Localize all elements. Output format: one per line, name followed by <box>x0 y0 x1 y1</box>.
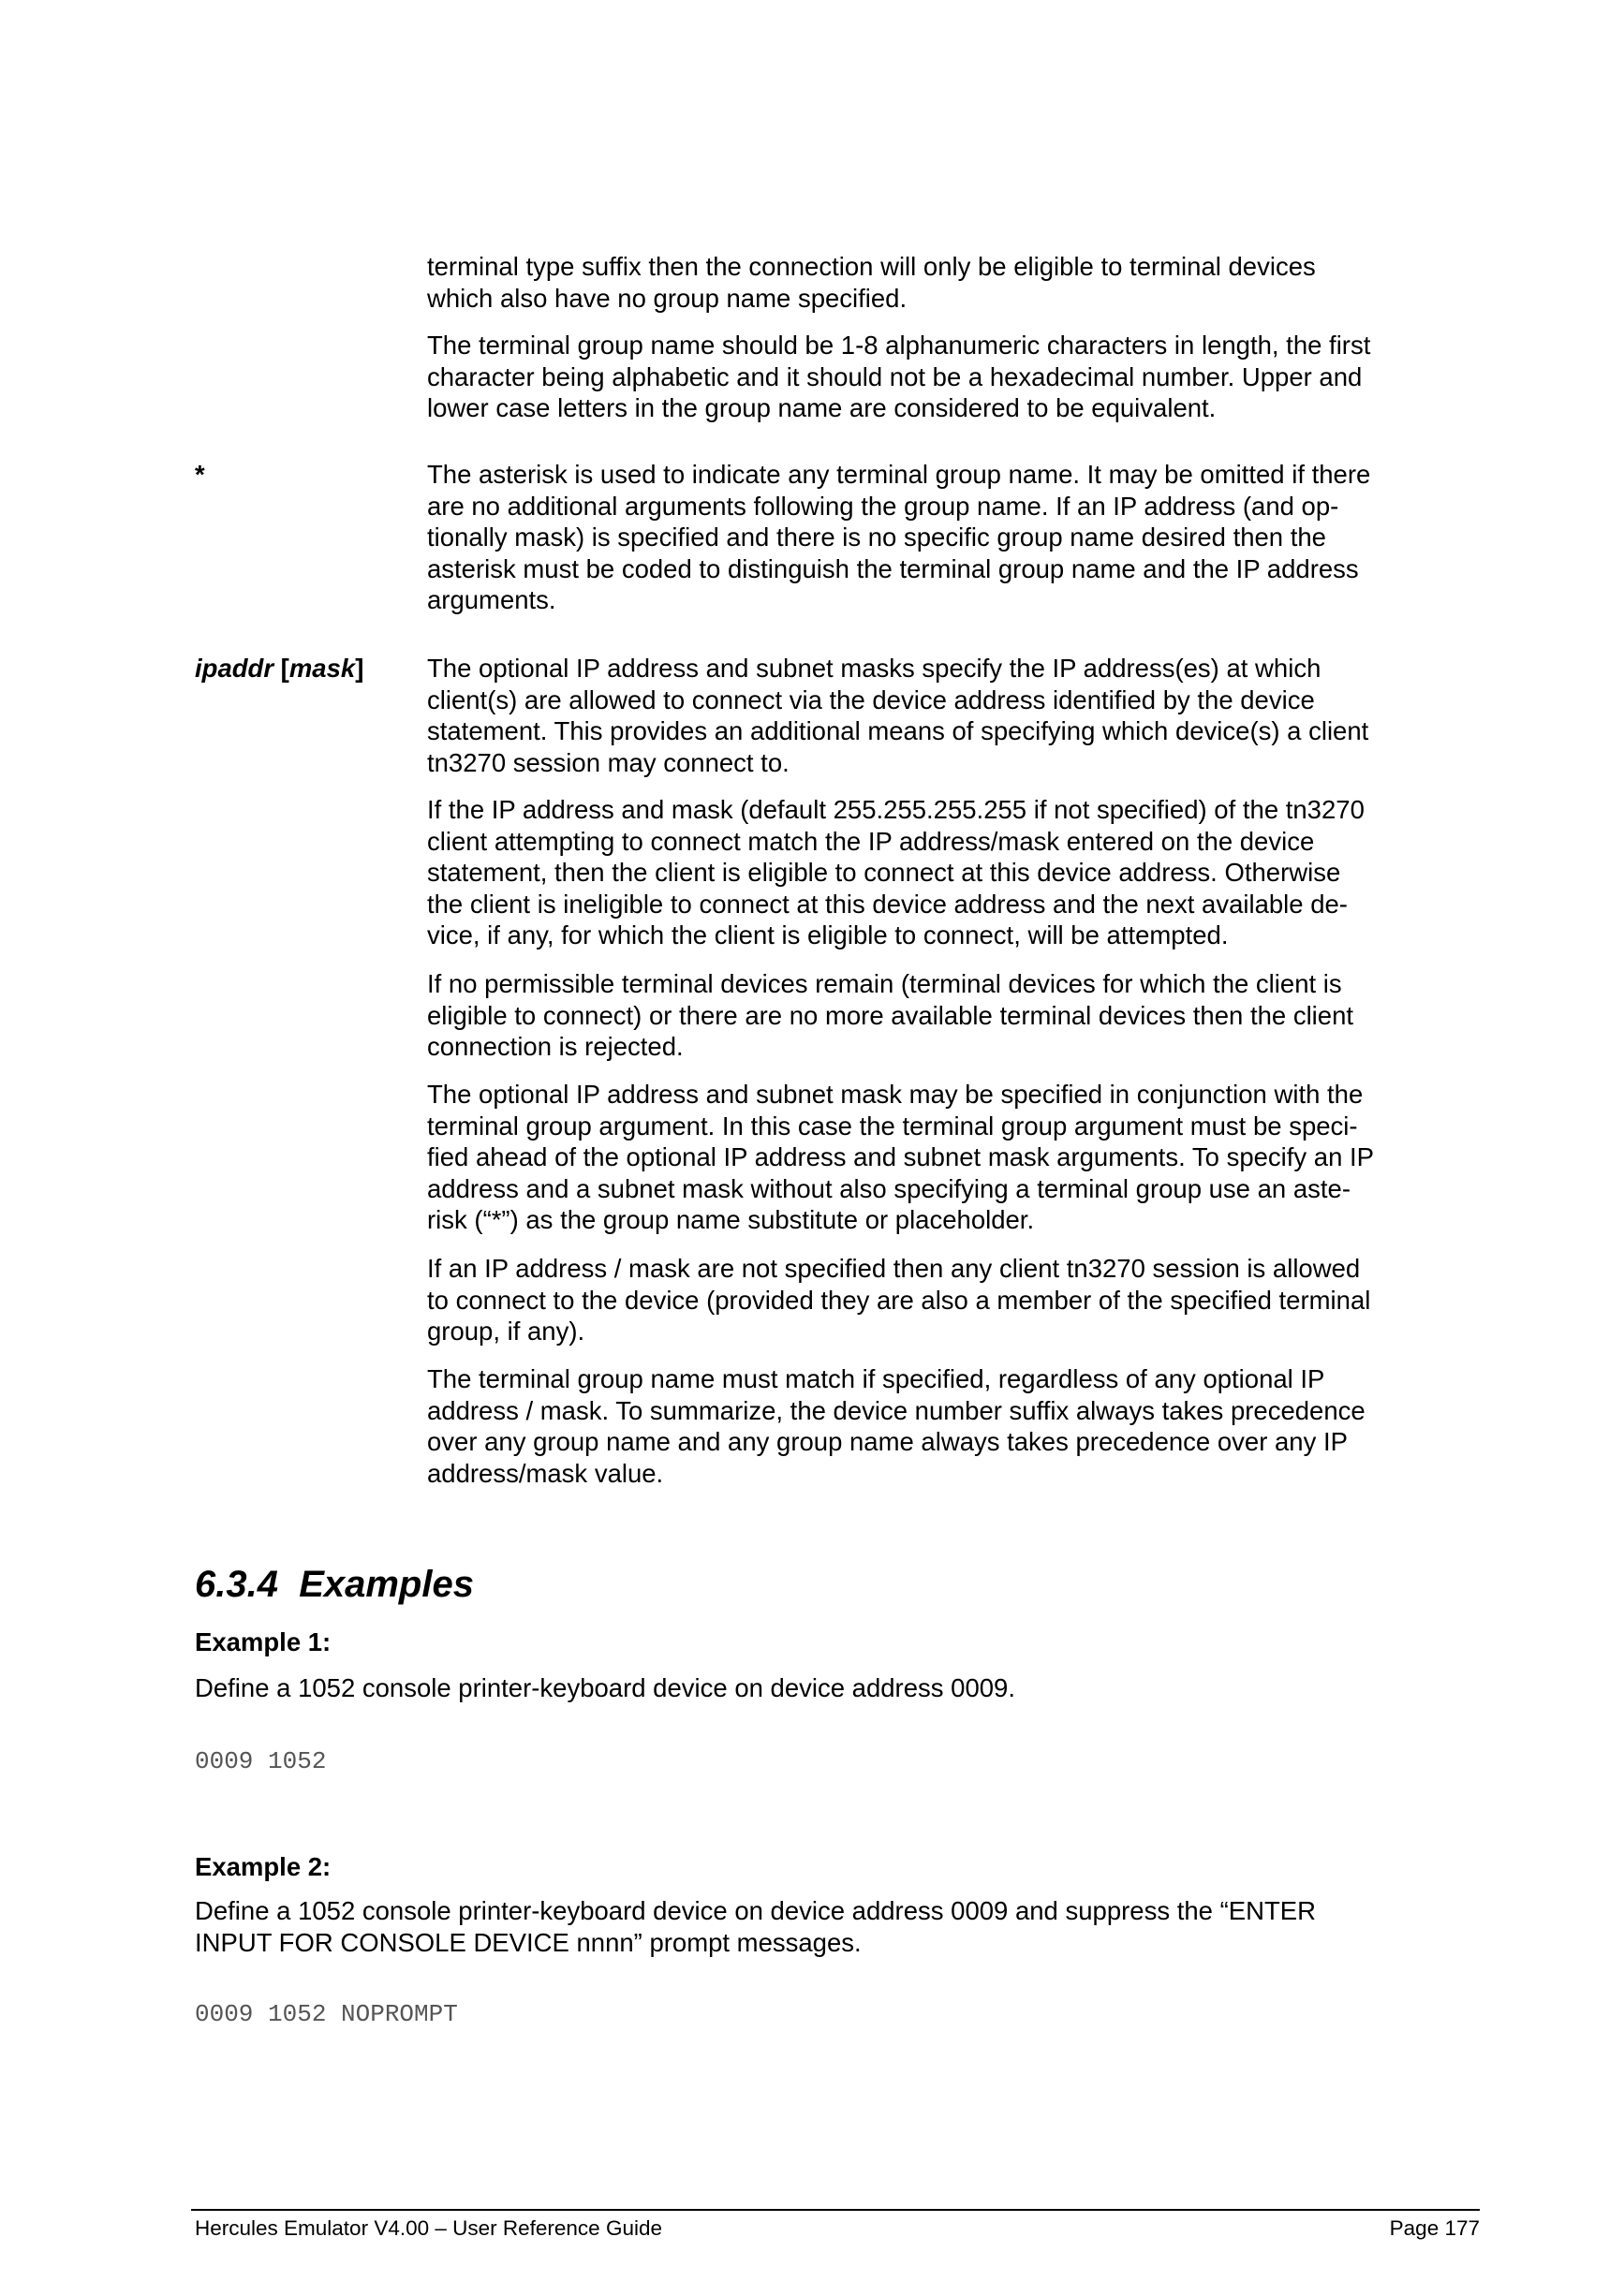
param-term-ipaddr-mask <box>195 653 363 684</box>
text-line: asterisk must be coded to distinguish the terminal group name and the IP address <box>427 553 1359 583</box>
text-line: address/mask value. <box>427 1458 664 1488</box>
footer-rule <box>191 2209 1480 2211</box>
ipaddr-paragraph-5 <box>427 1253 1448 1347</box>
example-2-description <box>195 1895 1316 1958</box>
term-ipaddr: ipaddr <box>195 654 274 683</box>
section-heading: 6.3.4 Examples <box>195 1564 474 1605</box>
ipaddr-paragraph-6 <box>427 1363 1448 1489</box>
example-1-label: Example 1: <box>195 1627 332 1656</box>
text-line: group, if any). <box>427 1317 585 1346</box>
text-line: connection is rejected. <box>427 1032 684 1061</box>
page-number: Page 177 <box>1389 2216 1480 2240</box>
text-line: client attempting to connect match the IP address/mask entered on the device <box>427 826 1315 856</box>
ipaddr-paragraph-2 <box>427 794 1448 951</box>
text-line: risk (“*”) as the group name substitute or placeholder. <box>427 1205 1035 1234</box>
text-line: tionally mask) is specified and there is no specific group name desired then the <box>427 522 1326 552</box>
text-line: Define a 1052 console printer-keyboard device on device address 0009. <box>195 1673 1015 1702</box>
param-term-asterisk: * <box>195 460 205 489</box>
text-line: the client is ineligible to connect at this device address and the next available de- <box>427 889 1348 919</box>
ipaddr-paragraph-4 <box>427 1079 1448 1236</box>
text-line: The optional IP address and subnet masks specify the IP address(es) at which <box>427 654 1321 683</box>
footer-title: Hercules Emulator V4.00 – User Reference Guide <box>195 2216 662 2240</box>
text-line: to connect to the device (provided they are also a member of the specified terminal <box>427 1285 1371 1315</box>
text-line: tn3270 session may connect to. <box>427 747 790 777</box>
text-line: If an IP address / mask are not specified then any client tn3270 session is allowed <box>427 1254 1361 1283</box>
text-line: lower case letters in the group name are considered to be equivalent. <box>427 393 1217 422</box>
text-line: terminal group argument. In this case the terminal group argument must be speci- <box>427 1111 1358 1141</box>
text-line: fied ahead of the optional IP address and subnet mask arguments. To specify an IP <box>427 1142 1375 1171</box>
term-mask: mask <box>288 654 356 683</box>
example-1-code: 0009 1052 <box>195 1747 327 1775</box>
text-line: arguments. <box>427 585 556 614</box>
text-line: If the IP address and mask (default 255.255.255.255 if not specified) of the tn3270 <box>427 795 1365 824</box>
text-line: statement. This provides an additional means of specifying which device(s) a client <box>427 716 1369 745</box>
text-line: The asterisk is used to indicate any terminal group name. It may be omitted if there <box>427 460 1371 489</box>
text-line: over any group name and any group name always takes precedence over any IP <box>427 1427 1348 1456</box>
example-2-code: 0009 1052 NOPROMPT <box>195 2000 458 2028</box>
ipaddr-paragraph-1 <box>427 653 1448 778</box>
term-bracket-open: [ <box>273 654 289 683</box>
text-line: statement, then the client is eligible to connect at this device address. Otherwise <box>427 858 1341 887</box>
text-line: terminal type suffix then the connection will only be eligible to terminal devices <box>427 252 1316 281</box>
text-line: client(s) are allowed to connect via the device address identified by the device <box>427 684 1315 714</box>
example-1-description <box>195 1672 1015 1704</box>
text-line: The optional IP address and subnet mask may be specified in conjunction with the <box>427 1080 1364 1109</box>
text-line: The terminal group name must match if specified, regardless of any optional IP <box>427 1364 1325 1393</box>
text-line: address / mask. To summarize, the device number suffix always takes precedence <box>427 1395 1366 1425</box>
text-line: are no additional arguments following the group name. If an IP address (and op- <box>427 491 1339 521</box>
text-line: character being alphabetic and it should not be a hexadecimal number. Upper and <box>427 361 1363 391</box>
continuation-paragraph-2 <box>427 330 1448 424</box>
example-2-label: Example 2: <box>195 1852 332 1881</box>
text-line: If no permissible terminal devices remain (terminal devices for which the client is <box>427 969 1342 998</box>
text-line: eligible to connect) or there are no more available terminal devices then the client <box>427 1000 1354 1030</box>
text-line: vice, if any, for which the client is eligible to connect, will be attempted. <box>427 920 1229 949</box>
text-line: which also have no group name specified. <box>427 283 908 313</box>
continuation-paragraph-1 <box>427 251 1448 314</box>
term-bracket-close: ] <box>355 654 364 683</box>
text-line: INPUT FOR CONSOLE DEVICE nnnn” prompt messages. <box>195 1927 862 1957</box>
asterisk-description <box>427 459 1448 616</box>
text-line: The terminal group name should be 1-8 alphanumeric characters in length, the first <box>427 331 1371 360</box>
text-line: Define a 1052 console printer-keyboard device on device address 0009 and suppress the “ENTER <box>195 1896 1316 1925</box>
ipaddr-paragraph-3 <box>427 968 1448 1063</box>
text-line: address and a subnet mask without also specifying a terminal group use an aste- <box>427 1173 1351 1203</box>
